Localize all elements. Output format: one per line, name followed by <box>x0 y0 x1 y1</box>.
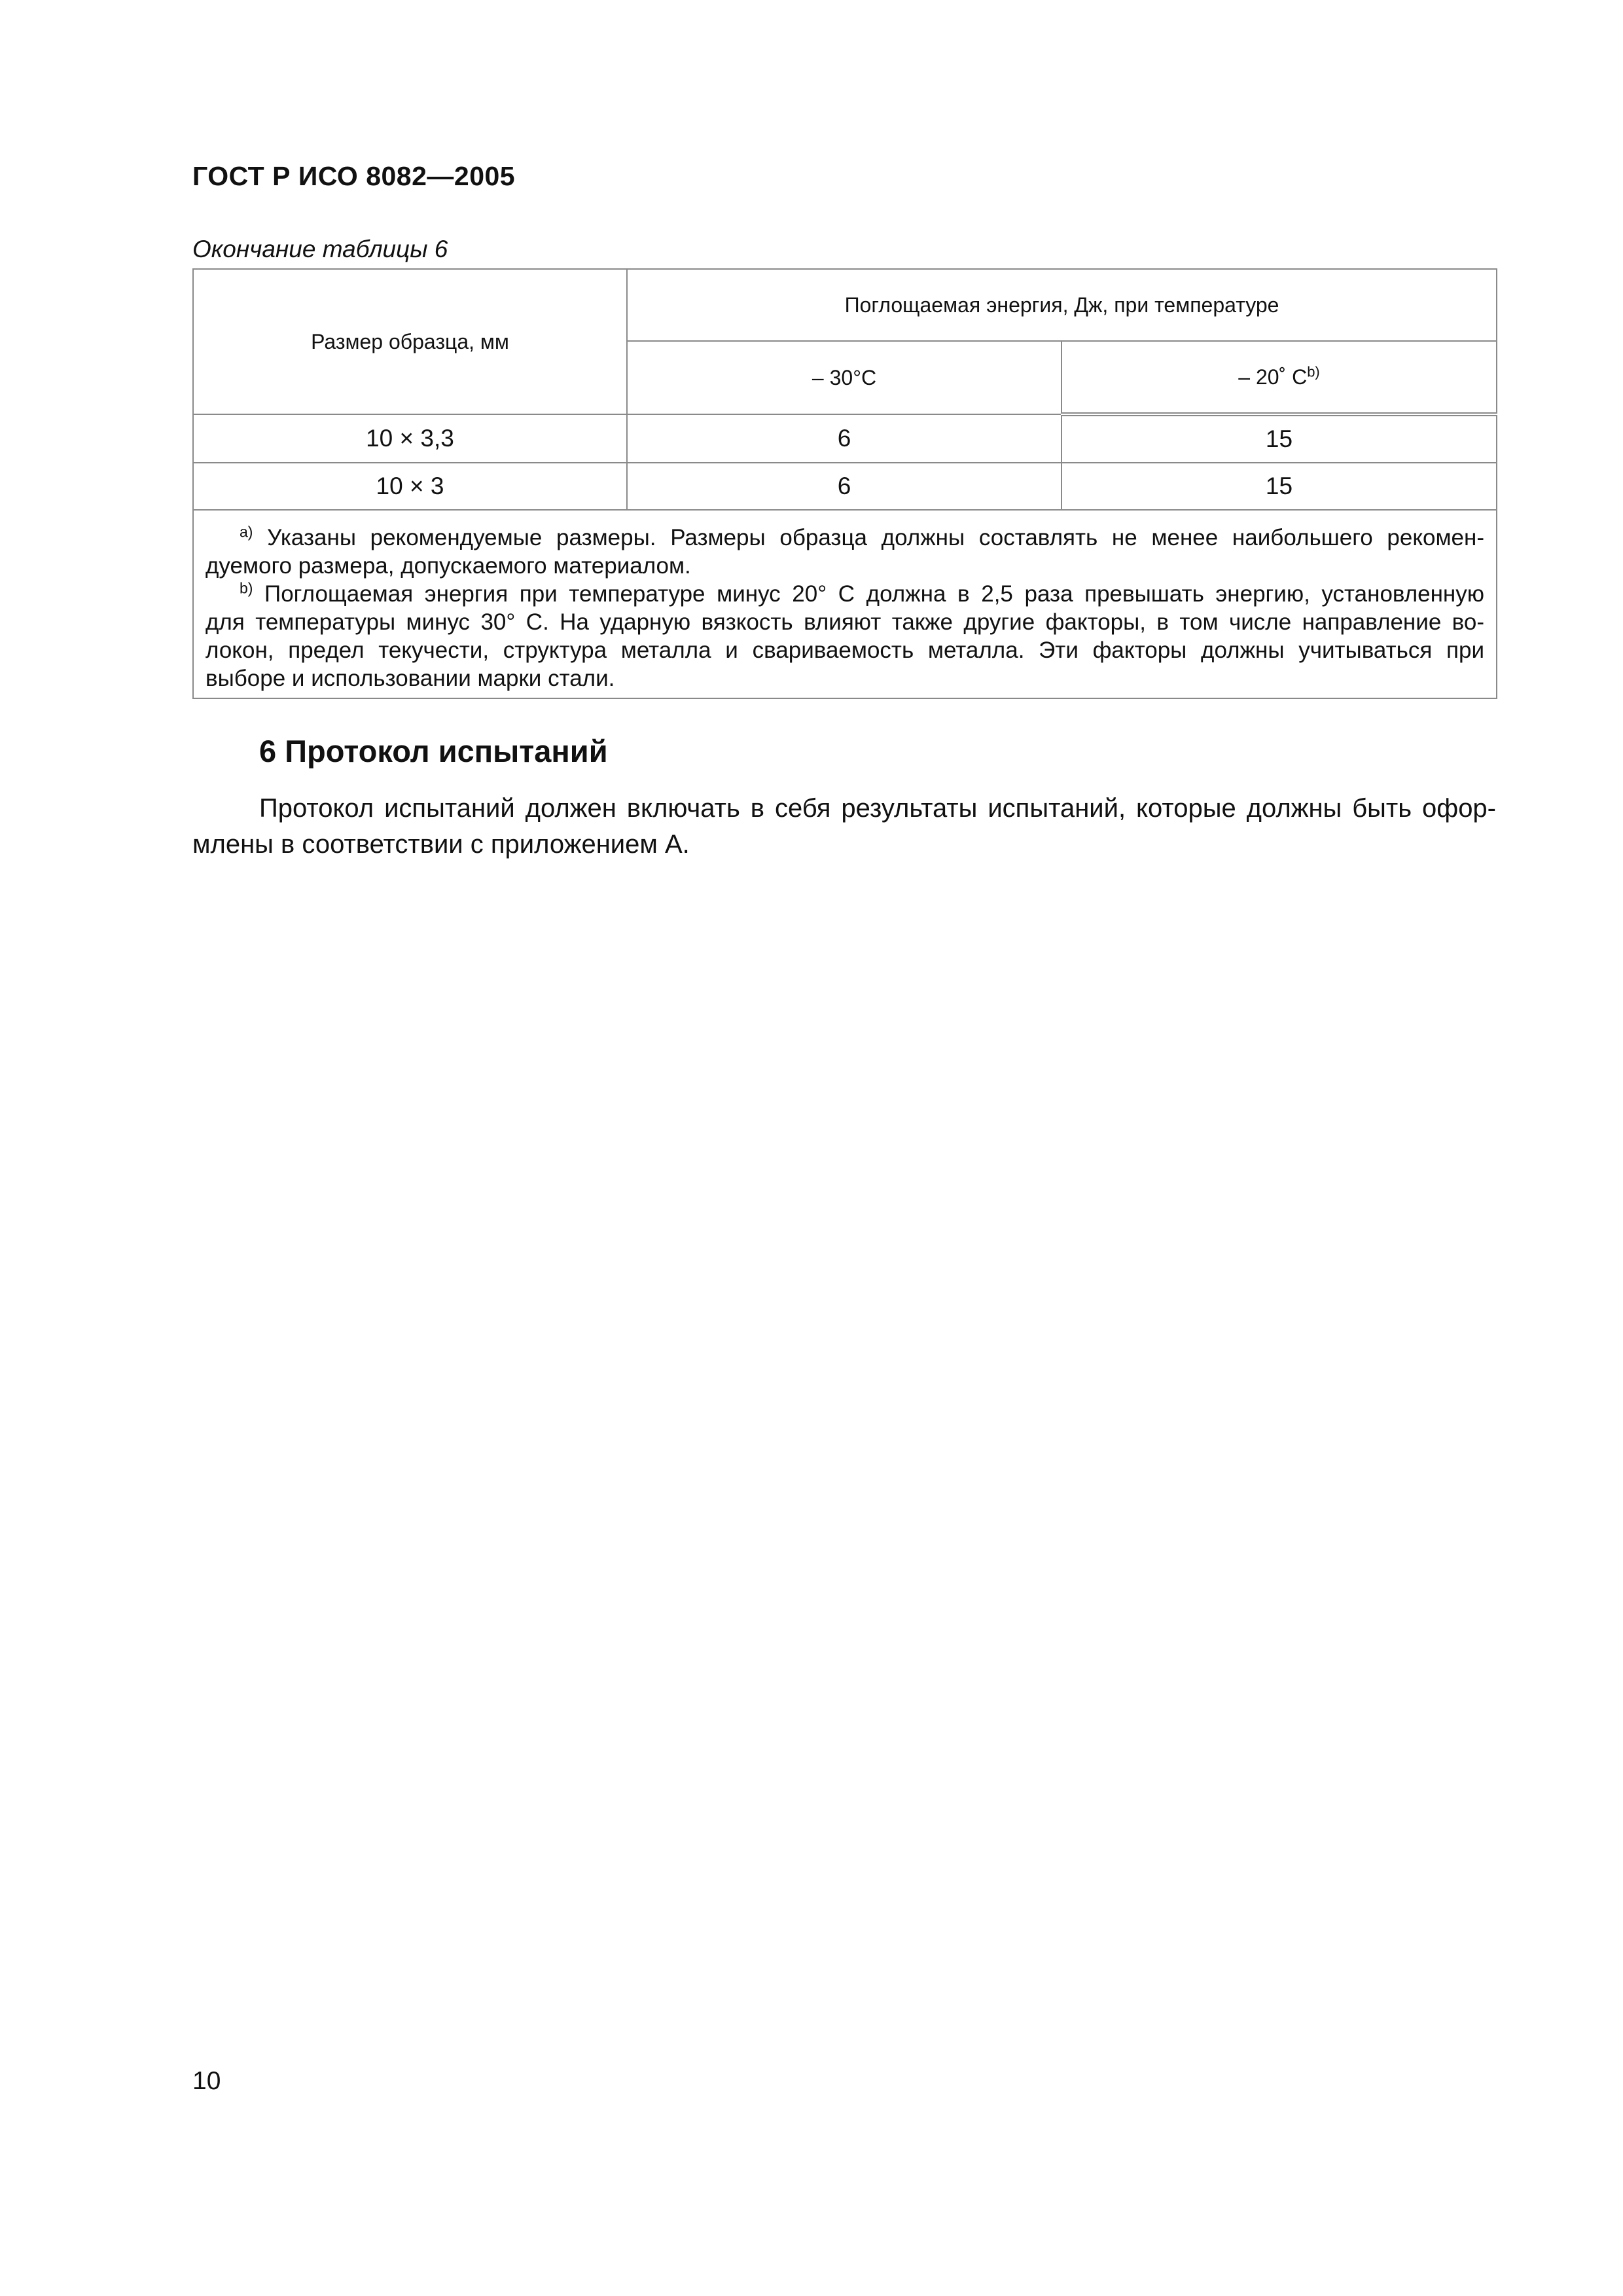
paragraph-line: млены в соответствии с приложением А. <box>192 830 690 859</box>
table-row <box>193 463 1497 510</box>
size-cell: 10 × 3 <box>193 463 627 510</box>
temp-minus20-header: – 20˚ $C^{b)}$ <box>1061 341 1497 414</box>
energy-minus20-cell: 15 <box>1061 414 1497 463</box>
note-b-mark: b) <box>240 579 253 597</box>
notes-row <box>193 510 1497 698</box>
page-number: 10 <box>192 2067 221 2095</box>
table-row <box>193 414 1497 463</box>
note-b-line: для температуры минус 30° С. На ударную вязкость влияют также другие факторы, в том числе направление во- <box>205 609 1485 635</box>
energy-column-header: Поглощаемая энергия, Дж, при температуре <box>627 269 1497 341</box>
table-caption: Окончание таблицы 6 <box>192 236 448 262</box>
note-b-line: локон, предел текучести, структура металла и свариваемость металла. Эти факторы должны учитываться при <box>205 637 1485 663</box>
table-notes <box>193 510 1497 698</box>
energy-minus20-cell: 15 <box>1061 463 1497 510</box>
note-a-mark: a) <box>240 523 253 541</box>
paragraph-line: Протокол испытаний должен включать в себя результаты испытаний, которые должны быть офор- <box>259 794 1496 823</box>
footnote-b-ref: b) <box>1307 363 1320 380</box>
energy-table <box>192 268 1497 699</box>
energy-minus30-cell: 6 <box>627 463 1061 510</box>
size-cell: 10 × 3,3 <box>193 414 627 463</box>
document-code: ГОСТ Р ИСО 8082—2005 <box>192 161 516 191</box>
temp-minus30-header: – 30°C <box>627 341 1061 414</box>
note-b-line: $^{b)}$ Поглощаемая энергия при температуре минус 20° С должна в 2,5 раза превышать энергию, установленную <box>240 579 1485 607</box>
size-column-header: Размер образца, мм <box>193 269 627 414</box>
section-title: 6 Протокол испытаний <box>259 734 608 768</box>
energy-minus30-cell: 6 <box>627 414 1061 463</box>
section-paragraph <box>192 791 1496 863</box>
note-a-line: $^{a)}$ Указаны рекомендуемые размеры. Размеры образца должны составлять не менее наибольшего рекомен- <box>240 523 1485 550</box>
note-a-line: дуемого размера, допускаемого материалом. <box>205 553 691 579</box>
note-b-line: выборе и использовании марки стали. <box>205 666 615 691</box>
